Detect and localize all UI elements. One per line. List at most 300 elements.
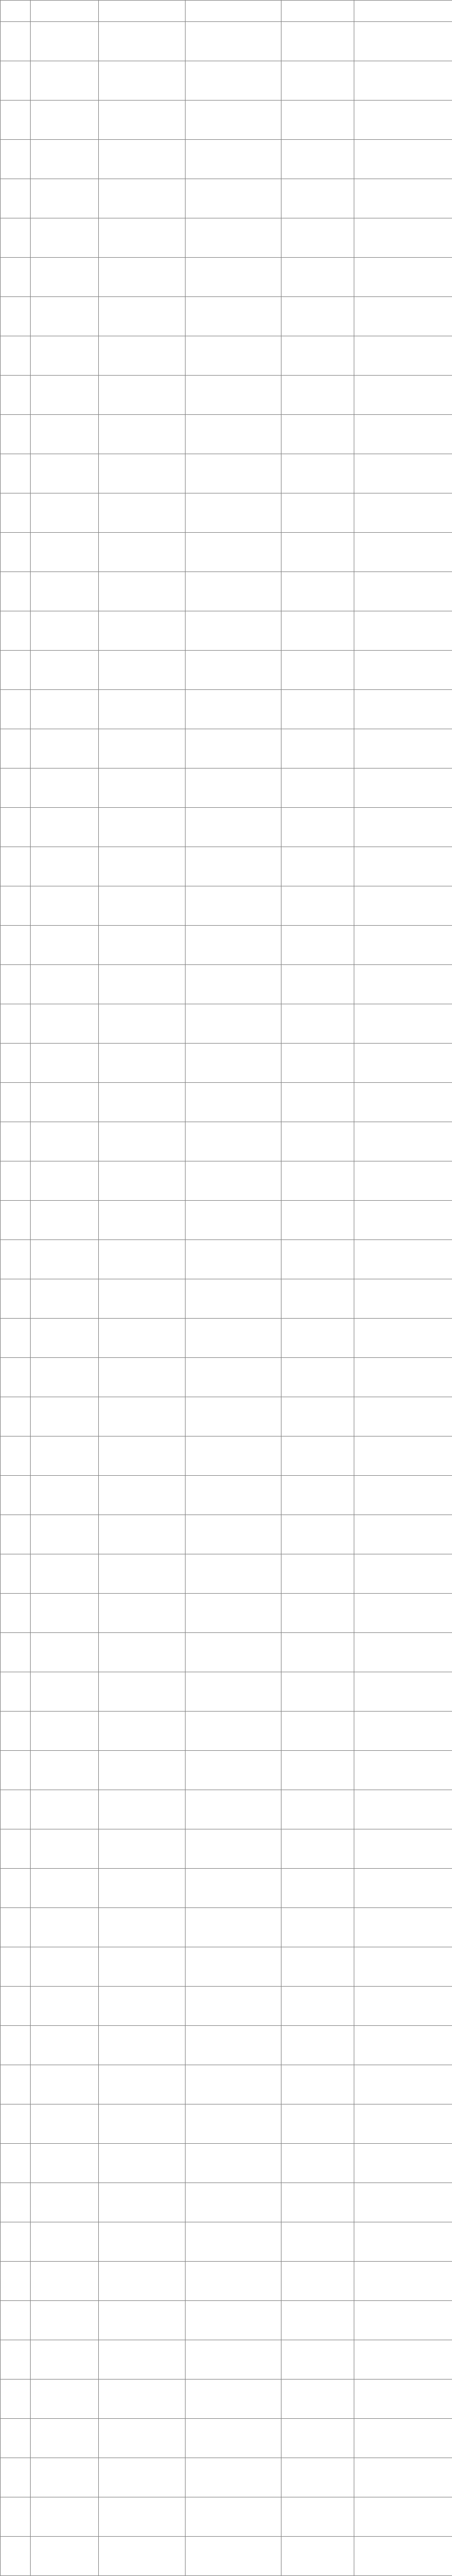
cell-applicant [186, 2065, 281, 2104]
cell-no [1, 1554, 31, 1594]
cell-approval-date [354, 415, 452, 454]
cell-no [1, 847, 31, 886]
cell-drug-name [99, 22, 186, 61]
cell-approval-date [354, 1122, 452, 1161]
cell-acceptance-no [31, 1476, 99, 1515]
cell-approval-doc-no [281, 101, 354, 140]
cell-drug-name [99, 1790, 186, 1829]
cell-applicant [186, 1358, 281, 1397]
cell-drug-name [99, 1751, 186, 1790]
cell-applicant [186, 611, 281, 651]
cell-no [1, 611, 31, 651]
cell-acceptance-no [31, 22, 99, 61]
cell-acceptance-no [31, 2222, 99, 2262]
cell-approval-doc-no [281, 1790, 354, 1829]
cell-applicant [186, 847, 281, 886]
cell-approval-date [354, 1554, 452, 1594]
cell-applicant [186, 2458, 281, 2497]
table-header [1, 1, 452, 22]
cell-drug-name [99, 2065, 186, 2104]
cell-approval-date [354, 22, 452, 61]
cell-applicant [186, 769, 281, 808]
cell-applicant [186, 2262, 281, 2301]
cell-approval-date [354, 1829, 452, 1869]
cell-approval-doc-no [281, 1004, 354, 1044]
cell-approval-doc-no [281, 1751, 354, 1790]
cell-applicant [186, 2301, 281, 2340]
cell-drug-name [99, 493, 186, 533]
cell-no [1, 1083, 31, 1122]
cell-applicant [186, 1554, 281, 1594]
table-row [1, 965, 452, 1004]
cell-approval-date [354, 2340, 452, 2380]
cell-acceptance-no [31, 926, 99, 965]
cell-applicant [186, 1633, 281, 1672]
cell-applicant [186, 1594, 281, 1633]
table-row [1, 572, 452, 611]
table-row [1, 1083, 452, 1122]
cell-approval-date [354, 769, 452, 808]
cell-drug-name [99, 2458, 186, 2497]
cell-applicant [186, 1947, 281, 1987]
cell-applicant [186, 1279, 281, 1319]
cell-applicant [186, 1476, 281, 1515]
cell-approval-doc-no [281, 1987, 354, 2026]
cell-approval-date [354, 965, 452, 1004]
cell-approval-date [354, 1083, 452, 1122]
cell-no [1, 218, 31, 258]
cell-drug-name [99, 1554, 186, 1594]
table-row [1, 2262, 452, 2301]
cell-drug-name [99, 1476, 186, 1515]
cell-applicant [186, 179, 281, 218]
cell-applicant [186, 258, 281, 297]
cell-approval-date [354, 611, 452, 651]
cell-drug-name [99, 1279, 186, 1319]
cell-approval-date [354, 1161, 452, 1201]
cell-acceptance-no [31, 1004, 99, 1044]
table-row [1, 1594, 452, 1633]
cell-acceptance-no [31, 1790, 99, 1829]
cell-no [1, 808, 31, 847]
cell-drug-name [99, 533, 186, 572]
cell-approval-doc-no [281, 1869, 354, 1908]
table-row [1, 1358, 452, 1397]
cell-approval-date [354, 179, 452, 218]
table-row [1, 376, 452, 415]
cell-no [1, 1044, 31, 1083]
cell-drug-name [99, 926, 186, 965]
cell-applicant [186, 965, 281, 1004]
cell-drug-name [99, 2262, 186, 2301]
cell-approval-date [354, 690, 452, 729]
cell-approval-doc-no [281, 1712, 354, 1751]
cell-approval-doc-no [281, 1829, 354, 1869]
cell-applicant [186, 1751, 281, 1790]
cell-approval-doc-no [281, 1947, 354, 1987]
cell-acceptance-no [31, 1279, 99, 1319]
table-row [1, 1712, 452, 1751]
cell-approval-doc-no [281, 61, 354, 101]
cell-applicant [186, 1437, 281, 1476]
cell-approval-doc-no [281, 2262, 354, 2301]
cell-approval-date [354, 1397, 452, 1437]
cell-drug-name [99, 1044, 186, 1083]
table-row [1, 1476, 452, 1515]
table-row [1, 1279, 452, 1319]
table-row [1, 101, 452, 140]
cell-applicant [186, 376, 281, 415]
cell-approval-doc-no [281, 1397, 354, 1437]
table-row [1, 2144, 452, 2183]
cell-drug-name [99, 1083, 186, 1122]
cell-approval-doc-no [281, 2301, 354, 2340]
table-row [1, 1240, 452, 1279]
cell-no [1, 1201, 31, 1240]
cell-approval-doc-no [281, 729, 354, 769]
cell-acceptance-no [31, 258, 99, 297]
cell-approval-date [354, 808, 452, 847]
cell-acceptance-no [31, 218, 99, 258]
table-row [1, 2458, 452, 2497]
cell-approval-doc-no [281, 1594, 354, 1633]
cell-drug-name [99, 1004, 186, 1044]
cell-approval-doc-no [281, 297, 354, 336]
cell-no [1, 1476, 31, 1515]
cell-approval-date [354, 1672, 452, 1712]
cell-approval-date [354, 2183, 452, 2222]
cell-drug-name [99, 572, 186, 611]
cell-drug-name [99, 101, 186, 140]
cell-drug-name [99, 2183, 186, 2222]
cell-approval-doc-no [281, 1083, 354, 1122]
cell-no [1, 651, 31, 690]
cell-acceptance-no [31, 376, 99, 415]
cell-applicant [186, 1201, 281, 1240]
table-row [1, 1672, 452, 1712]
cell-approval-date [354, 1712, 452, 1751]
table-row [1, 690, 452, 729]
cell-no [1, 1358, 31, 1397]
cell-no [1, 1790, 31, 1829]
cell-approval-doc-no [281, 454, 354, 493]
cell-applicant [186, 1161, 281, 1201]
cell-no [1, 454, 31, 493]
cell-approval-doc-no [281, 1240, 354, 1279]
cell-acceptance-no [31, 2340, 99, 2380]
header-drug-name [99, 1, 186, 22]
table-row [1, 61, 452, 101]
cell-acceptance-no [31, 808, 99, 847]
cell-drug-name [99, 1947, 186, 1987]
table-row [1, 336, 452, 376]
cell-approval-doc-no [281, 2497, 354, 2537]
cell-drug-name [99, 2419, 186, 2458]
cell-no [1, 61, 31, 101]
cell-drug-name [99, 690, 186, 729]
cell-drug-name [99, 729, 186, 769]
cell-applicant [186, 1712, 281, 1751]
table-row [1, 1869, 452, 1908]
cell-acceptance-no [31, 1437, 99, 1476]
cell-no [1, 2301, 31, 2340]
cell-acceptance-no [31, 1633, 99, 1672]
cell-drug-name [99, 2222, 186, 2262]
cell-no [1, 1712, 31, 1751]
cell-applicant [186, 1672, 281, 1712]
cell-no [1, 2419, 31, 2458]
cell-approval-doc-no [281, 376, 354, 415]
table-row [1, 1908, 452, 1947]
cell-acceptance-no [31, 140, 99, 179]
cell-acceptance-no [31, 2065, 99, 2104]
cell-applicant [186, 2340, 281, 2380]
cell-no [1, 1672, 31, 1712]
cell-approval-date [354, 1633, 452, 1672]
cell-no [1, 2065, 31, 2104]
cell-approval-date [354, 1279, 452, 1319]
cell-drug-name [99, 179, 186, 218]
header-row [1, 1, 452, 22]
cell-approval-date [354, 2065, 452, 2104]
cell-drug-name [99, 2537, 186, 2576]
cell-approval-date [354, 1476, 452, 1515]
cell-acceptance-no [31, 572, 99, 611]
cell-no [1, 2183, 31, 2222]
cell-approval-doc-no [281, 2458, 354, 2497]
cell-applicant [186, 1240, 281, 1279]
cell-approval-doc-no [281, 2104, 354, 2144]
cell-drug-name [99, 1987, 186, 2026]
cell-drug-name [99, 808, 186, 847]
cell-no [1, 179, 31, 218]
cell-no [1, 1122, 31, 1161]
cell-drug-name [99, 61, 186, 101]
cell-approval-date [354, 886, 452, 926]
cell-approval-doc-no [281, 1554, 354, 1594]
cell-approval-doc-no [281, 651, 354, 690]
cell-no [1, 22, 31, 61]
cell-acceptance-no [31, 493, 99, 533]
cell-acceptance-no [31, 651, 99, 690]
cell-acceptance-no [31, 1594, 99, 1633]
cell-approval-date [354, 1201, 452, 1240]
cell-no [1, 1004, 31, 1044]
header-approval-date [354, 1, 452, 22]
cell-no [1, 1279, 31, 1319]
cell-acceptance-no [31, 1751, 99, 1790]
cell-approval-doc-no [281, 258, 354, 297]
cell-no [1, 101, 31, 140]
cell-applicant [186, 336, 281, 376]
table-row [1, 886, 452, 926]
cell-acceptance-no [31, 1829, 99, 1869]
cell-drug-name [99, 651, 186, 690]
table-row [1, 1515, 452, 1554]
cell-applicant [186, 886, 281, 926]
cell-acceptance-no [31, 611, 99, 651]
cell-no [1, 2026, 31, 2065]
table-row [1, 1987, 452, 2026]
cell-approval-date [354, 1004, 452, 1044]
table-row [1, 1201, 452, 1240]
cell-no [1, 729, 31, 769]
cell-approval-doc-no [281, 2419, 354, 2458]
cell-acceptance-no [31, 1161, 99, 1201]
table-row [1, 2222, 452, 2262]
cell-drug-name [99, 1515, 186, 1554]
cell-approval-date [354, 2026, 452, 2065]
cell-applicant [186, 1515, 281, 1554]
table-row [1, 611, 452, 651]
cell-no [1, 1319, 31, 1358]
cell-no [1, 2104, 31, 2144]
table-row [1, 2183, 452, 2222]
cell-approval-date [354, 651, 452, 690]
cell-applicant [186, 493, 281, 533]
cell-acceptance-no [31, 1869, 99, 1908]
cell-approval-date [354, 572, 452, 611]
table-body [1, 22, 452, 2576]
cell-acceptance-no [31, 1240, 99, 1279]
cell-no [1, 1633, 31, 1672]
cell-approval-date [354, 2262, 452, 2301]
cell-approval-doc-no [281, 847, 354, 886]
cell-acceptance-no [31, 2183, 99, 2222]
header-acceptance-no [31, 1, 99, 22]
table-row [1, 769, 452, 808]
cell-no [1, 2380, 31, 2419]
cell-acceptance-no [31, 2026, 99, 2065]
cell-approval-doc-no [281, 572, 354, 611]
table-row [1, 1751, 452, 1790]
cell-approval-doc-no [281, 1161, 354, 1201]
cell-approval-date [354, 336, 452, 376]
cell-no [1, 1594, 31, 1633]
cell-approval-doc-no [281, 1044, 354, 1083]
cell-approval-doc-no [281, 1279, 354, 1319]
cell-approval-date [354, 729, 452, 769]
cell-approval-date [354, 101, 452, 140]
cell-applicant [186, 572, 281, 611]
cell-approval-doc-no [281, 1201, 354, 1240]
cell-approval-date [354, 2497, 452, 2537]
table-row [1, 415, 452, 454]
cell-applicant [186, 454, 281, 493]
cell-approval-doc-no [281, 808, 354, 847]
cell-no [1, 297, 31, 336]
cell-drug-name [99, 1122, 186, 1161]
cell-no [1, 1908, 31, 1947]
cell-approval-date [354, 1319, 452, 1358]
cell-applicant [186, 651, 281, 690]
cell-acceptance-no [31, 533, 99, 572]
table-row [1, 926, 452, 965]
table-row [1, 493, 452, 533]
cell-no [1, 965, 31, 1004]
cell-no [1, 493, 31, 533]
cell-drug-name [99, 847, 186, 886]
cell-no [1, 1397, 31, 1437]
cell-drug-name [99, 1672, 186, 1712]
cell-acceptance-no [31, 1947, 99, 1987]
cell-no [1, 690, 31, 729]
table-row [1, 2065, 452, 2104]
cell-approval-doc-no [281, 2144, 354, 2183]
cell-acceptance-no [31, 1201, 99, 1240]
cell-drug-name [99, 1201, 186, 1240]
table-row [1, 1554, 452, 1594]
cell-drug-name [99, 1633, 186, 1672]
table-row [1, 651, 452, 690]
cell-approval-date [354, 218, 452, 258]
cell-approval-doc-no [281, 769, 354, 808]
cell-applicant [186, 2537, 281, 2576]
table-row [1, 22, 452, 61]
cell-no [1, 2497, 31, 2537]
cell-approval-date [354, 454, 452, 493]
cell-drug-name [99, 2144, 186, 2183]
cell-approval-doc-no [281, 493, 354, 533]
cell-approval-doc-no [281, 140, 354, 179]
cell-applicant [186, 1869, 281, 1908]
cell-acceptance-no [31, 1712, 99, 1751]
cell-applicant [186, 415, 281, 454]
cell-drug-name [99, 2380, 186, 2419]
cell-approval-doc-no [281, 1122, 354, 1161]
cell-applicant [186, 729, 281, 769]
cell-approval-date [354, 926, 452, 965]
cell-approval-doc-no [281, 179, 354, 218]
table-row [1, 297, 452, 336]
cell-approval-doc-no [281, 2026, 354, 2065]
cell-applicant [186, 218, 281, 258]
cell-no [1, 1751, 31, 1790]
cell-drug-name [99, 886, 186, 926]
table-row [1, 847, 452, 886]
cell-no [1, 1987, 31, 2026]
header-approval-doc-no [281, 1, 354, 22]
cell-acceptance-no [31, 2419, 99, 2458]
cell-applicant [186, 1829, 281, 1869]
table-row [1, 2301, 452, 2340]
cell-acceptance-no [31, 2537, 99, 2576]
cell-acceptance-no [31, 1554, 99, 1594]
cell-drug-name [99, 1712, 186, 1751]
cell-no [1, 1437, 31, 1476]
cell-applicant [186, 2419, 281, 2458]
cell-drug-name [99, 611, 186, 651]
cell-approval-date [354, 258, 452, 297]
cell-acceptance-no [31, 729, 99, 769]
cell-acceptance-no [31, 1122, 99, 1161]
cell-approval-doc-no [281, 1319, 354, 1358]
cell-applicant [186, 1987, 281, 2026]
cell-acceptance-no [31, 2458, 99, 2497]
table-row [1, 2104, 452, 2144]
cell-acceptance-no [31, 1044, 99, 1083]
cell-acceptance-no [31, 2144, 99, 2183]
cell-acceptance-no [31, 769, 99, 808]
cell-drug-name [99, 2340, 186, 2380]
table-row [1, 1829, 452, 1869]
cell-approval-date [354, 1044, 452, 1083]
cell-no [1, 572, 31, 611]
cell-approval-date [354, 1947, 452, 1987]
cell-approval-doc-no [281, 1515, 354, 1554]
cell-approval-doc-no [281, 1358, 354, 1397]
cell-no [1, 886, 31, 926]
